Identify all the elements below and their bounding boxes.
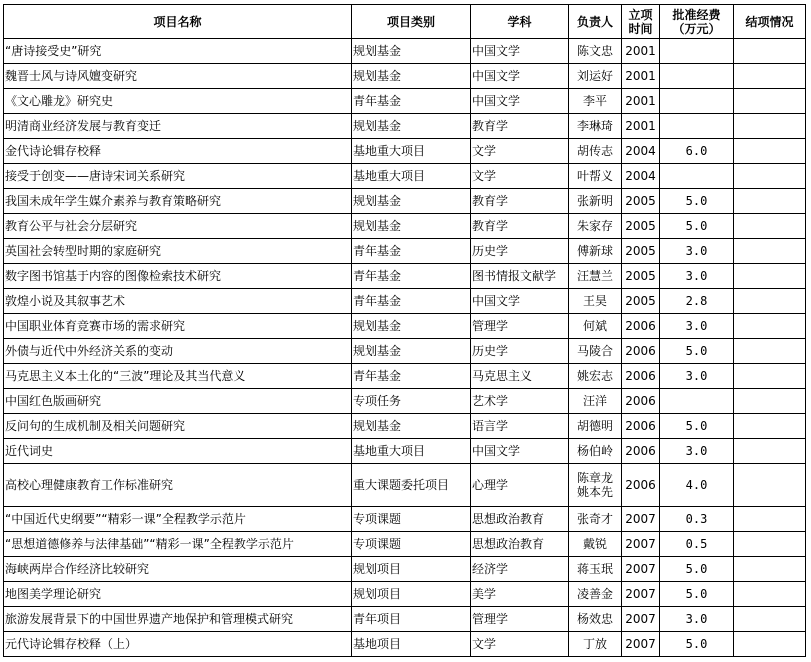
- cell-status: [734, 389, 806, 414]
- table-row: [4, 414, 806, 439]
- table-row: [4, 632, 806, 657]
- cell-status: [734, 632, 806, 657]
- cell-subject: 中国文学: [471, 64, 569, 89]
- cell-category: 规划基金: [352, 214, 471, 239]
- cell-category: 规划基金: [352, 339, 471, 364]
- cell-subject: 历史学: [471, 339, 569, 364]
- cell-leader: 叶帮义: [569, 164, 622, 189]
- cell-funding: [660, 39, 734, 64]
- header-year: 立项时间: [622, 5, 660, 39]
- table-row: [4, 464, 806, 507]
- cell-status: [734, 464, 806, 507]
- cell-funding: 5.0: [660, 339, 734, 364]
- cell-status: [734, 607, 806, 632]
- cell-funding: 5.0: [660, 582, 734, 607]
- cell-funding: [660, 389, 734, 414]
- header-row: [4, 5, 806, 39]
- header-name: 项目名称: [4, 5, 352, 39]
- cell-status: [734, 532, 806, 557]
- cell-year: 2007: [622, 507, 660, 532]
- cell-funding: 3.0: [660, 314, 734, 339]
- cell-category: 专项课题: [352, 507, 471, 532]
- cell-funding: [660, 64, 734, 89]
- cell-funding: [660, 164, 734, 189]
- cell-category: 青年基金: [352, 264, 471, 289]
- cell-year: 2006: [622, 339, 660, 364]
- table-row: [4, 364, 806, 389]
- cell-year: 2006: [622, 439, 660, 464]
- cell-funding: 3.0: [660, 364, 734, 389]
- cell-leader: 杨效忠: [569, 607, 622, 632]
- cell-project-name: 数字图书馆基于内容的图像检索技术研究: [4, 264, 352, 289]
- cell-category: 基地重大项目: [352, 139, 471, 164]
- cell-status: [734, 364, 806, 389]
- cell-project-name: 反问句的生成机制及相关问题研究: [4, 414, 352, 439]
- cell-subject: 心理学: [471, 464, 569, 507]
- cell-funding: 5.0: [660, 189, 734, 214]
- cell-project-name: “唐诗接受史”研究: [4, 39, 352, 64]
- cell-year: 2004: [622, 139, 660, 164]
- cell-year: 2005: [622, 264, 660, 289]
- cell-funding: 0.5: [660, 532, 734, 557]
- cell-subject: 中国文学: [471, 89, 569, 114]
- cell-category: 青年项目: [352, 607, 471, 632]
- cell-funding: 3.0: [660, 239, 734, 264]
- cell-status: [734, 89, 806, 114]
- cell-leader: 刘运好: [569, 64, 622, 89]
- cell-status: [734, 439, 806, 464]
- cell-leader: 陈文忠: [569, 39, 622, 64]
- cell-leader: 姚宏志: [569, 364, 622, 389]
- cell-category: 规划基金: [352, 114, 471, 139]
- cell-year: 2005: [622, 189, 660, 214]
- table-row: [4, 439, 806, 464]
- header-category: 项目类别: [352, 5, 471, 39]
- cell-category: 基地重大项目: [352, 439, 471, 464]
- projects-table: [3, 4, 806, 657]
- cell-leader: 马陵合: [569, 339, 622, 364]
- cell-category: 规划项目: [352, 557, 471, 582]
- cell-project-name: 教育公平与社会分层研究: [4, 214, 352, 239]
- cell-year: 2001: [622, 89, 660, 114]
- cell-leader: 汪慧兰: [569, 264, 622, 289]
- cell-category: 规划基金: [352, 414, 471, 439]
- cell-funding: 5.0: [660, 557, 734, 582]
- cell-funding: 4.0: [660, 464, 734, 507]
- table-row: [4, 289, 806, 314]
- cell-year: 2007: [622, 607, 660, 632]
- cell-project-name: 英国社会转型时期的家庭研究: [4, 239, 352, 264]
- table-row: [4, 64, 806, 89]
- cell-category: 专项任务: [352, 389, 471, 414]
- cell-funding: 5.0: [660, 214, 734, 239]
- cell-category: 青年基金: [352, 364, 471, 389]
- cell-project-name: 敦煌小说及其叙事艺术: [4, 289, 352, 314]
- cell-funding: [660, 89, 734, 114]
- cell-funding: 3.0: [660, 264, 734, 289]
- cell-project-name: 我国未成年学生媒介素养与教育策略研究: [4, 189, 352, 214]
- cell-status: [734, 239, 806, 264]
- cell-project-name: 旅游发展背景下的中国世界遗产地保护和管理模式研究: [4, 607, 352, 632]
- cell-year: 2001: [622, 114, 660, 139]
- cell-year: 2005: [622, 289, 660, 314]
- cell-project-name: 接受于创变——唐诗宋词关系研究: [4, 164, 352, 189]
- cell-funding: 5.0: [660, 632, 734, 657]
- cell-year: 2004: [622, 164, 660, 189]
- cell-funding: [660, 114, 734, 139]
- table-row: [4, 114, 806, 139]
- cell-status: [734, 582, 806, 607]
- cell-project-name: 海峡两岸合作经济比较研究: [4, 557, 352, 582]
- table-row: [4, 189, 806, 214]
- cell-subject: 经济学: [471, 557, 569, 582]
- cell-subject: 管理学: [471, 314, 569, 339]
- cell-subject: 美学: [471, 582, 569, 607]
- cell-status: [734, 64, 806, 89]
- cell-subject: 教育学: [471, 114, 569, 139]
- cell-category: 规划基金: [352, 314, 471, 339]
- cell-project-name: 马克思主义本土化的“三波”理论及其当代意义: [4, 364, 352, 389]
- cell-year: 2005: [622, 214, 660, 239]
- header-funding: 批准经费（万元）: [660, 5, 734, 39]
- table-row: [4, 239, 806, 264]
- table-row: [4, 607, 806, 632]
- cell-category: 规划基金: [352, 39, 471, 64]
- cell-year: 2006: [622, 314, 660, 339]
- table-row: [4, 339, 806, 364]
- cell-project-name: “思想道德修养与法律基础”“精彩一课”全程教学示范片: [4, 532, 352, 557]
- cell-subject: 文学: [471, 139, 569, 164]
- cell-category: 基地重大项目: [352, 164, 471, 189]
- cell-status: [734, 39, 806, 64]
- cell-leader: 何斌: [569, 314, 622, 339]
- cell-status: [734, 189, 806, 214]
- header-leader: 负责人: [569, 5, 622, 39]
- cell-leader: 丁放: [569, 632, 622, 657]
- cell-project-name: 高校心理健康教育工作标准研究: [4, 464, 352, 507]
- cell-subject: 语言学: [471, 414, 569, 439]
- cell-status: [734, 139, 806, 164]
- table-row: [4, 139, 806, 164]
- cell-subject: 中国文学: [471, 439, 569, 464]
- cell-leader: 王昊: [569, 289, 622, 314]
- cell-category: 青年基金: [352, 239, 471, 264]
- cell-status: [734, 414, 806, 439]
- cell-status: [734, 339, 806, 364]
- cell-leader: 李平: [569, 89, 622, 114]
- table-row: [4, 39, 806, 64]
- cell-year: 2006: [622, 464, 660, 507]
- cell-project-name: 中国红色版画研究: [4, 389, 352, 414]
- cell-funding: 6.0: [660, 139, 734, 164]
- table-row: [4, 582, 806, 607]
- cell-leader: 汪洋: [569, 389, 622, 414]
- cell-year: 2007: [622, 582, 660, 607]
- cell-subject: 文学: [471, 632, 569, 657]
- cell-year: 2007: [622, 632, 660, 657]
- table-row: [4, 557, 806, 582]
- cell-category: 青年基金: [352, 89, 471, 114]
- cell-project-name: 明清商业经济发展与教育变迁: [4, 114, 352, 139]
- cell-funding: 0.3: [660, 507, 734, 532]
- table-row: [4, 314, 806, 339]
- cell-category: 青年基金: [352, 289, 471, 314]
- cell-project-name: 地图美学理论研究: [4, 582, 352, 607]
- cell-subject: 中国文学: [471, 39, 569, 64]
- cell-status: [734, 557, 806, 582]
- cell-project-name: 元代诗论辑存校释（上）: [4, 632, 352, 657]
- table-row: [4, 164, 806, 189]
- cell-project-name: 魏晋士风与诗风嬗变研究: [4, 64, 352, 89]
- cell-year: 2001: [622, 39, 660, 64]
- cell-project-name: 近代词史: [4, 439, 352, 464]
- cell-subject: 图书情报文献学: [471, 264, 569, 289]
- cell-status: [734, 314, 806, 339]
- cell-category: 专项课题: [352, 532, 471, 557]
- cell-project-name: 外债与近代中外经济关系的变动: [4, 339, 352, 364]
- cell-leader: 戴锐: [569, 532, 622, 557]
- cell-project-name: 金代诗论辑存校释: [4, 139, 352, 164]
- cell-subject: 文学: [471, 164, 569, 189]
- cell-status: [734, 289, 806, 314]
- cell-leader: 胡传志: [569, 139, 622, 164]
- cell-subject: 思想政治教育: [471, 507, 569, 532]
- cell-category: 重大课题委托项目: [352, 464, 471, 507]
- cell-leader: 傅新球: [569, 239, 622, 264]
- cell-status: [734, 264, 806, 289]
- cell-subject: 思想政治教育: [471, 532, 569, 557]
- cell-subject: 教育学: [471, 189, 569, 214]
- cell-subject: 马克思主义: [471, 364, 569, 389]
- cell-category: 规划基金: [352, 64, 471, 89]
- cell-year: 2006: [622, 414, 660, 439]
- cell-funding: 3.0: [660, 439, 734, 464]
- cell-subject: 教育学: [471, 214, 569, 239]
- cell-status: [734, 164, 806, 189]
- table-row: [4, 507, 806, 532]
- cell-category: 规划项目: [352, 582, 471, 607]
- cell-leader: 朱家存: [569, 214, 622, 239]
- cell-project-name: 《文心雕龙》研究史: [4, 89, 352, 114]
- cell-category: 规划基金: [352, 189, 471, 214]
- cell-status: [734, 114, 806, 139]
- cell-subject: 管理学: [471, 607, 569, 632]
- table-row: [4, 264, 806, 289]
- cell-funding: 5.0: [660, 414, 734, 439]
- table-body: [4, 39, 806, 657]
- header-status: 结项情况: [734, 5, 806, 39]
- cell-leader: 张新明: [569, 189, 622, 214]
- cell-leader: 李琳琦: [569, 114, 622, 139]
- cell-year: 2006: [622, 389, 660, 414]
- cell-year: 2005: [622, 239, 660, 264]
- cell-leader: 张奇才: [569, 507, 622, 532]
- cell-leader: 凌善金: [569, 582, 622, 607]
- cell-funding: 2.8: [660, 289, 734, 314]
- cell-subject: 艺术学: [471, 389, 569, 414]
- cell-year: 2001: [622, 64, 660, 89]
- cell-category: 基地项目: [352, 632, 471, 657]
- cell-leader: 胡德明: [569, 414, 622, 439]
- table-row: [4, 89, 806, 114]
- table-row: [4, 389, 806, 414]
- cell-year: 2006: [622, 364, 660, 389]
- cell-subject: 中国文学: [471, 289, 569, 314]
- cell-project-name: “中国近代史纲要”“精彩一课”全程教学示范片: [4, 507, 352, 532]
- cell-leader: 杨伯岭: [569, 439, 622, 464]
- table-row: [4, 214, 806, 239]
- cell-year: 2007: [622, 557, 660, 582]
- cell-leader: 陈章龙 姚本先: [569, 464, 622, 507]
- cell-leader: 蒋玉珉: [569, 557, 622, 582]
- table-row: [4, 532, 806, 557]
- cell-funding: 3.0: [660, 607, 734, 632]
- header-subject: 学科: [471, 5, 569, 39]
- cell-project-name: 中国职业体育竞赛市场的需求研究: [4, 314, 352, 339]
- cell-subject: 历史学: [471, 239, 569, 264]
- cell-status: [734, 214, 806, 239]
- cell-year: 2007: [622, 532, 660, 557]
- cell-status: [734, 507, 806, 532]
